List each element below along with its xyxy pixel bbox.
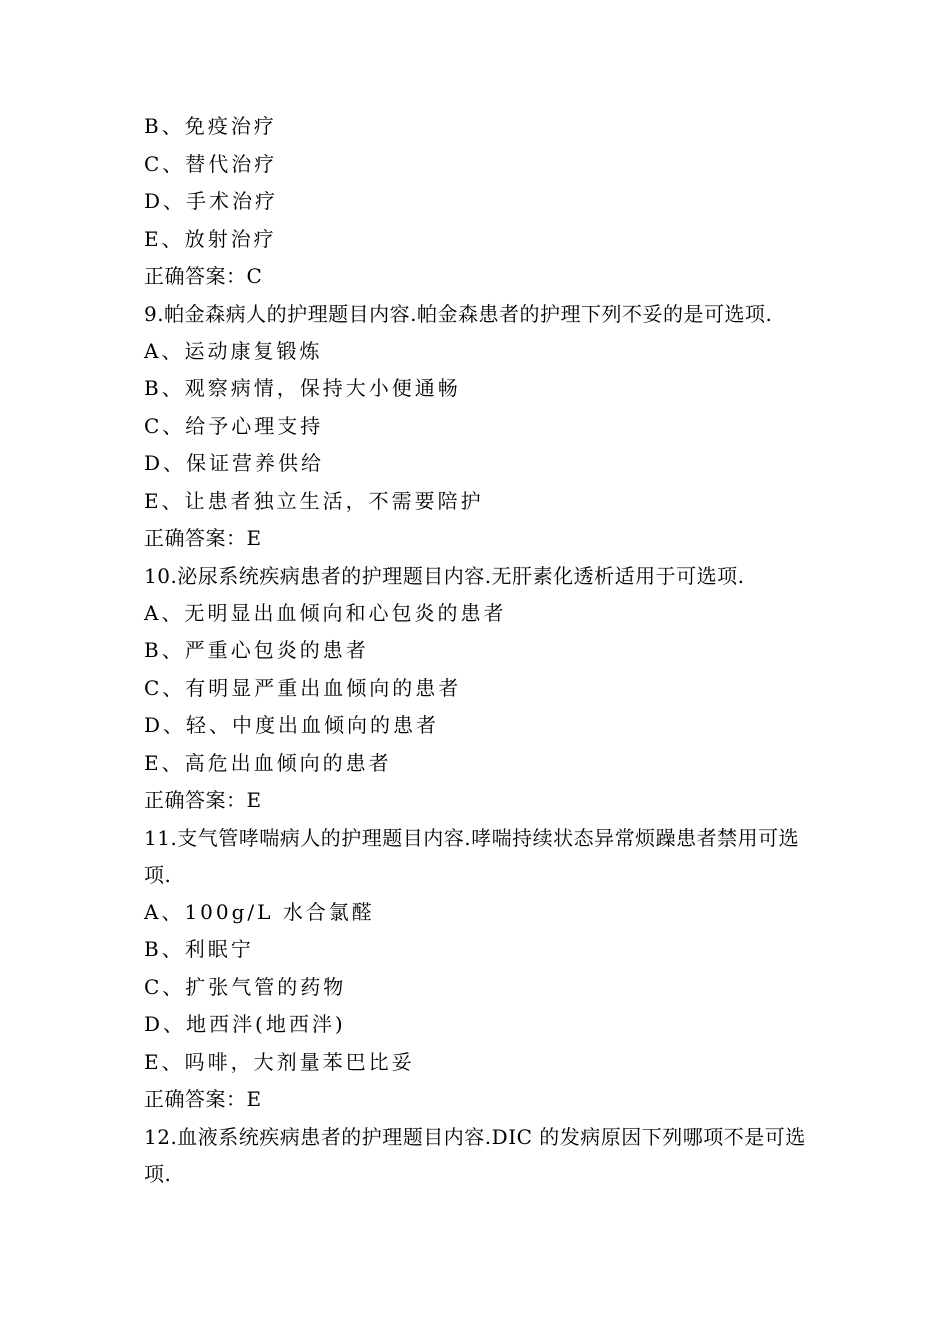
question-text: 11.支气管哮喘病人的护理题目内容.哮喘持续状态异常烦躁患者禁用可选项. xyxy=(144,825,800,887)
option-d: D、轻、中度出血倾向的患者 xyxy=(144,713,440,737)
option-d: D、保证营养供给 xyxy=(144,451,325,475)
correct-answer: 正确答案：C xyxy=(144,264,263,288)
option-e: E、吗啡，大剂量苯巴比妥 xyxy=(144,1049,415,1074)
document-page xyxy=(144,108,814,1193)
option-c: C、有明显严重出血倾向的患者 xyxy=(144,675,462,700)
question-block xyxy=(144,108,814,296)
question-block xyxy=(144,558,814,820)
correct-answer: 正确答案：E xyxy=(144,526,262,550)
question-block xyxy=(144,820,814,1119)
question-text: 10.泌尿系统疾病患者的护理题目内容.无肝素化透析适用于可选项. xyxy=(144,563,745,588)
option-b: B、利眠宁 xyxy=(144,937,254,961)
option-e: E、放射治疗 xyxy=(144,226,277,251)
correct-answer: 正确答案：E xyxy=(144,788,262,812)
option-a: A、运动康复锻炼 xyxy=(144,338,323,363)
option-d: D、地西泮(地西泮) xyxy=(144,1012,346,1036)
question-text: 9.帕金森病人的护理题目内容.帕金森患者的护理下列不妥的是可选项. xyxy=(144,301,773,326)
question-text: 12.血液系统疾病患者的护理题目内容.DIC 的发病原因下列哪项不是可选项. xyxy=(144,1124,806,1186)
option-b: B、观察病情，保持大小便通畅 xyxy=(144,376,461,400)
option-a: A、100g/L 水合氯醛 xyxy=(144,899,375,924)
option-b: B、免疫治疗 xyxy=(144,114,277,138)
option-b: B、严重心包炎的患者 xyxy=(144,638,369,662)
option-e: E、让患者独立生活，不需要陪护 xyxy=(144,488,484,513)
question-block xyxy=(144,296,814,558)
option-a: A、无明显出血倾向和心包炎的患者 xyxy=(144,600,507,625)
question-block xyxy=(144,1119,814,1193)
option-d: D、手术治疗 xyxy=(144,189,279,213)
option-e: E、高危出血倾向的患者 xyxy=(144,750,392,775)
correct-answer: 正确答案：E xyxy=(144,1087,262,1111)
option-c: C、给予心理支持 xyxy=(144,413,324,438)
option-c: C、扩张气管的药物 xyxy=(144,974,347,999)
option-c: C、替代治疗 xyxy=(144,151,278,176)
